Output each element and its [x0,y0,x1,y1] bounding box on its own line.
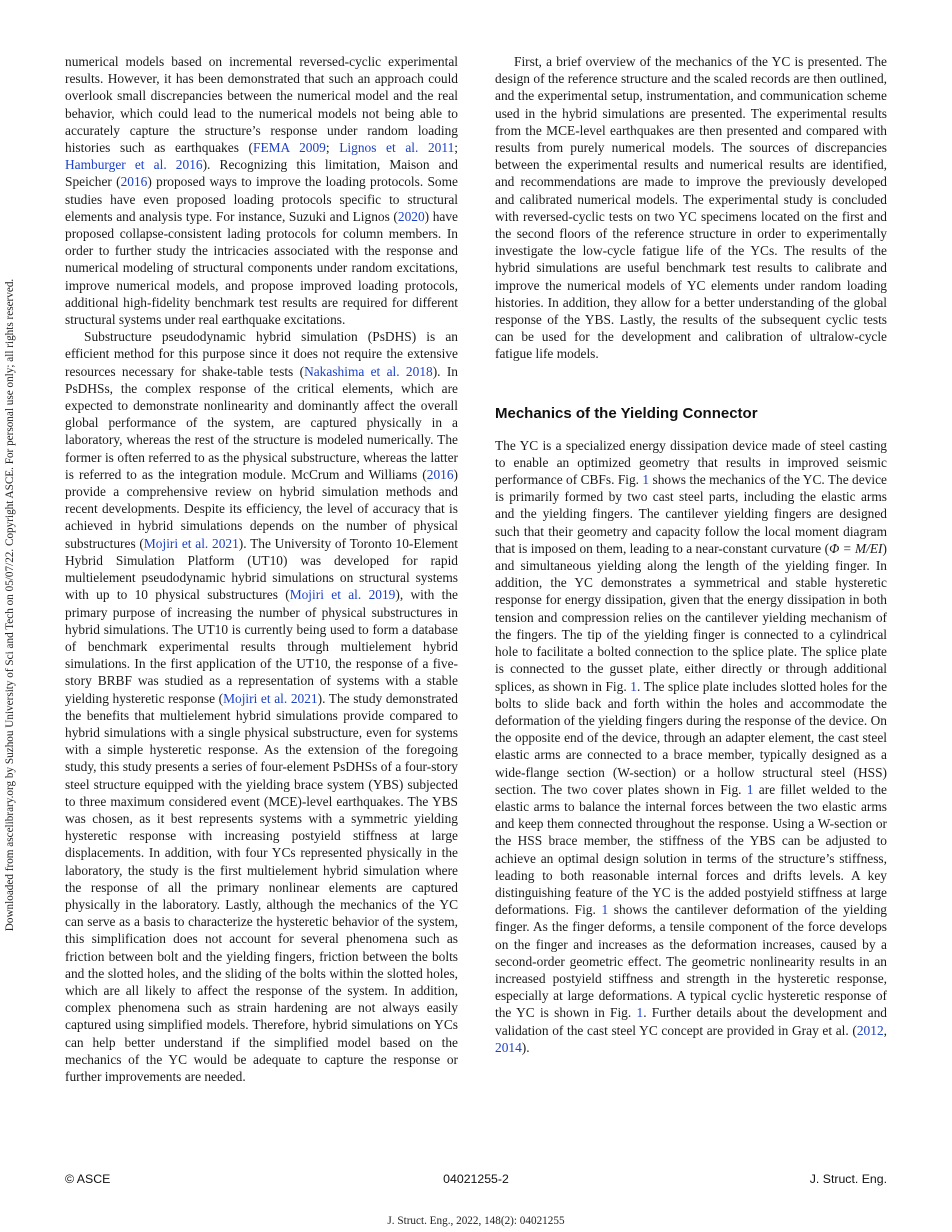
download-notice-sidebar [2,10,18,1200]
text-run: shows the mechanics of the YC. The device is primarily formed by two cast steel parts, including the elastic arms and the yielding fingers. The cantilever yielding fingers are designed such that their geometry and capacity follow the local moment diagram that is imposed on them, leading to a near-constant curvature ( [495,472,888,556]
text-run: ), with the primary purpose of increasing the number of physical substructures in hybrid simulations. The UT10 is currently being used to form a database of benchmark experimental results through multielement hybrid simulations. In the first application of the UT10, the response of a five-story BRBF was studied as a representation of systems with a stable yielding hysteretic response ( [65,587,458,706]
reference-link[interactable]: 2020 [397,208,425,224]
footer-page-number: 04021255-2 [443,1172,509,1186]
reference-link[interactable]: 1 [746,781,754,797]
text-run: ) proposed ways to improve the loading protocols. Some studies have even proposed loading protocols specific to structural elements and analysis type. For instance, Suzuki and Lignos ( [65,174,458,224]
reference-link[interactable]: 1 [630,678,637,694]
paragraph: First, a brief overview of the mechanics of the YC is presented. The design of the reference structure and the scaled records are then outlined, and the experimental setup, instrumentation, and communication scheme used in the hybrid simulations are presented. The experimental results from the MCE-level earthquakes are then presented and compared with results from purely numerical models. The sources of discrepancies between the experimental results and numerical results are identified, and recommendations are made to improve the previously developed and calibrated numerical models. The experimental study is concluded with reversed-cyclic tests on two YC specimens located on the first and the second floors of the reference structure in order to experimentally investigate the low-cycle fatigue life of the YCs. The results of the hybrid simulations are useful benchmark test results to calibrate and improve the numerical models of YC elements under random loading histories. In addition, they allow for a better understanding of the global response of the YBS. Lastly, the results of the subsequent cyclic tests can be used for the development and calibration of ultralow-cycle fatigue life models. [495,54,887,362]
reference-link[interactable]: Lignos et al. 2011 [339,140,455,156]
text-run: ). [521,1039,530,1055]
reference-link[interactable]: Nakashima et al. 2018 [304,363,433,379]
text-run: Substructure pseudodynamic hybrid simulation (PsDHS) is an efficient method for this purpose since it does not require the extensive resources necessary for shake-table tests ( [65,329,458,379]
text-run: shows the cantilever deformation of the yielding finger. As the finger deforms, a tensile component of the force develops on the finger and increases as the deformation increases, caused by a second-order geometric effect. The geometric nonlinearity results in an increased postyield stiffness and strength in the hysteretic response, especially at large deformations. A typical cyclic hysteretic response of the YC is shown in Fig. [495,902,887,1021]
reference-link[interactable]: 1 [636,1005,644,1021]
reference-link[interactable]: 2014 [495,1039,522,1055]
reference-link[interactable]: Mojiri et al. 2021 [223,690,318,706]
text-run: The YC is a specialized energy dissipation device made of steel casting to enable an optimized geometry that results in improved seismic performance of CBFs. Fig. [495,437,887,488]
math-expression: Φ = M/EI [829,540,883,556]
paragraph [65,53,458,328]
footer-copyright: © ASCE [65,1172,111,1186]
text-run: . The splice plate includes slotted holes for the bolts to slide back and forth within the holes and accommodate the deformation of the yielding fingers during the response of the device. On the opposite end of the device, through an adapter element, the cast steel elastic arms are connected to a brace member, typically designed as a wide-flange section (W-section) or a hollow structural steel (HSS) section. The two cover plates shown in Fig. [495,678,888,797]
text-run: ; [454,140,459,156]
text-run: ). Recognizing this limitation, Maison and Speicher ( [65,157,459,190]
text-run: , [883,1022,887,1038]
text-run: ) provide a comprehensive review on hybrid simulation methods and recent developments. Despite its efficiency, the level of accuracy that is achieved in hybrid simulations depends on the number of physical substructures ( [65,466,458,551]
reference-link[interactable]: Mojiri et al. 2021 [143,535,239,551]
journal-citation: J. Struct. Eng., 2022, 148(2): 04021255 [387,1215,565,1227]
download-notice-text: Downloaded from ascelibrary.org by Suzhou University of Sci and Tech on 05/07/22. Copyright ASCE. For personal use only; all rights reserved. [4,278,16,932]
text-run: ). The study demonstrated the benefits that multielement hybrid simulations provide compared to hybrid simulations with a single physical substructure, even for systems with a simple hysteretic response. As the extension of the foregoing study, this study presents a series of four-element PsDHSs of a four-story steel structure equipped with the yielding brace system (YBS) subjected to three maximum considered event (MCE)-level earthquakes. The YBS was chosen, as it best represents systems with a symmetric yielding hysteretic response with increasing postyield stiffness at large displacements. In addition, with four YCs represented physically in the laboratory, the study is the first multielement hybrid simulation where the response of all the primary nonlinear elements are captured physically in the laboratory. Lastly, although the mechanics of the YC can serve as a basis to characterize the hysteretic behavior of the system, this simplification does not account for several phenomena such as friction between bolt and the yielding fingers, friction between the bolts and the slotted holes, and the sliding of the bolts within the slotted holes, which are all likely to affect the response of the system. In addition, complex phenomena such as strain hardening are not always easily captured using simplified models. Therefore, hybrid simulations on YCs can help better understand if the simplified model based on the mechanics of the YC would be adequate to capture the response or further improvements are needed. [65,690,458,1084]
reference-link[interactable]: Mojiri et al. 2019 [289,587,396,603]
section-heading: Mechanics of the Yielding Connector [495,404,758,422]
paragraph [65,328,458,1085]
text-run: ). The University of Toronto 10-Element Hybrid Simulation Platform (UT10) was developed for rapid multielement pseudodynamic hybrid simulations on structural systems with up to 10 physical substructures ( [65,535,458,603]
reference-link[interactable]: 1 [642,472,650,488]
text-run: ; [325,140,340,156]
text-run: ). In PsDHSs, the complex response of the critical elements, which are expected to demonstrate nonlinearity and dominantly affect the overall global performance of the system, are captured physically in a laboratory, whereas the rest of the structure is modeled numerically. The former is often referred to as the physical substructure, whereas the latter is referred to as the integration module. McCrum and Williams ( [65,363,458,482]
text-run: are fillet welded to the elastic arms to balance the internal forces between the two elastic arms and keep them connected throughout the response. Using a W-section or the HSS brace member, the stiffness of the YBS can be adjusted to achieve an optimal design solution in terms of the structure’s stiffness, leading to both reasonable internal forces and drifts levels. A key distinguishing feature of the YC is the added postyield stiffness at large deformations. Fig. [495,781,887,918]
paragraph [495,437,887,1056]
page-footer [65,1172,887,1190]
reference-link[interactable]: FEMA 2009 [253,140,326,156]
reference-link[interactable]: Hamburger et al. 2016 [65,157,203,173]
text-run: ) have proposed collapse-consistent lading protocols for column members. In order to further study the intricacies associated with the response and numerical modeling of structural components under random excitations, improve numerical models, and propose improved loading protocols, additional high-fidelity benchmark test results are required for different structural systems under real earthquake excitations. [65,208,458,328]
reference-link[interactable]: 2016 [120,174,148,190]
text-run: numerical models based on incremental reversed-cyclic experimental results. However, it has been demonstrated that such an approach could overlook small discrepancies between the numerical model and the real behavior, which could lead to the numerical models not being able to accurately capture the structure’s response under random loading histories such as earthquakes ( [65,54,458,156]
reference-link[interactable]: 1 [601,902,609,918]
reference-link[interactable]: 2016 [426,466,454,482]
text-run: . Further details about the development and validation of the cast steel YC concept are provided in Gray et al. ( [495,1005,887,1038]
text-run: ) and simultaneous yielding along the length of the yielding finger. In addition, the YC demonstrates a symmetrical and stable hysteretic response for energy dissipation, given that the energy dissipation in both tension and compression relies on the cantilever yielding mechanism of the fingers. The tip of the yielding finger is connected to a cylindrical hole to facilitate a bolted connection to the splice plate. The splice plate is connected to the gusset plate, either directly or through additional splices, as shown in Fig. [495,540,887,694]
right-column [495,53,887,1056]
left-column [65,53,458,1085]
reference-link[interactable]: 2012 [856,1022,884,1038]
footer-journal: J. Struct. Eng. [809,1172,887,1186]
